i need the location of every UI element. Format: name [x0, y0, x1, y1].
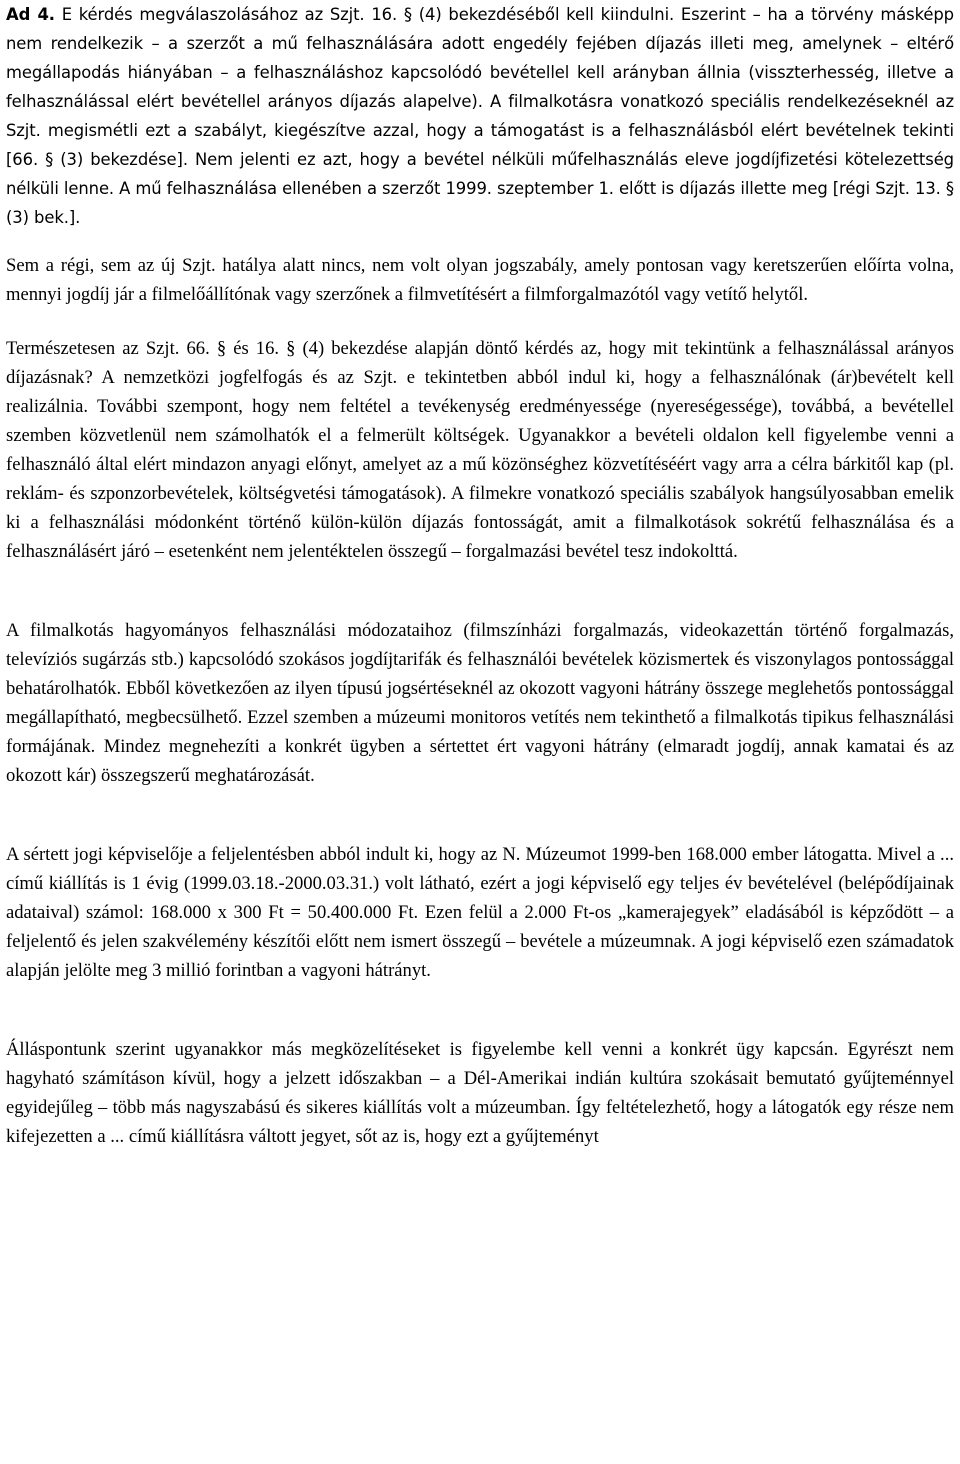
paragraph-calculation: A sértett jogi képviselője a feljelentésben abból indult ki, hogy az N. Múzeumot 1999-ben 168.000 ember látogatta. Mivel a ... című kiállítás is 1 évig (1999.03.18.-2000.03.31.) volt látható, ezért a jogi képviselő egy teljes év bevételével (belépődíjainak adataival) számol: 168.000 x 300 Ft = 50.400.000 Ft. Ezen felül a 2.000 Ft-os „kamerajegyek” eladásából is képződött – a feljelentő és jelen szakvélemény készítői előtt nem ismert összegű – bevétele a múzeumnak. A jogi képviselő ezen számadatok alapján jelölte meg 3 millió forintban a vagyoni hátrányt. [6, 844, 954, 981]
paragraph-spacer [6, 309, 954, 334]
paragraph-spacer [6, 566, 954, 616]
paragraph-ad4 [6, 0, 954, 232]
paragraph-spacer [6, 232, 954, 251]
paragraph-spacer [6, 985, 954, 1035]
paragraph-heading: Ad 4. [6, 5, 55, 24]
paragraph-usage-modes: A filmalkotás hagyományos felhasználási módozataihoz (filmszínházi forgalmazás, videokazettán történő forgalmazás, televíziós sugárzás stb.) kapcsolódó szokásos jogdíjtarifák és felhasználói bevételek közismertek és viszonylagos pontossággal behatárolhatók. Ebből következően az ilyen típusú jogsértéseknél az okozott vagyoni hátrány összege meglehetős pontossággal megállapítható, megbecsülhető. Ezzel szemben a múzeumi monitoros vetítés nem tekinthető a filmalkotás tipikus felhasználási formájának. Mindez megnehezíti a konkrét ügyben a sértettet ért vagyoni hátrány (elmaradt jogdíj, annak kamatai és az okozott kár) összegszerű meghatározását. [6, 620, 954, 786]
paragraph-proportional-fee: Természetesen az Szjt. 66. § és 16. § (4) bekezdése alapján döntő kérdés az, hogy mit tekintünk a felhasználással arányos díjazásnak? A nemzetközi jogfelfogás és az Szjt. e tekintetben abból indul ki, hogy a felhasználónak (ár)bevételt kell realizálnia. További szempont, hogy nem feltétel a tevékenység eredményessége (nyereségessége), továbbá, a bevétellel szemben közvetlenül nem számolhatók el a felmerült költségek. Ugyanakkor a bevételi oldalon kell figyelembe venni a felhasználó által elért mindazon anyagi előnyt, amelyet az a mű közönséghez közvetítéséért vagy arra a célra bárkitől kap (pl. reklám- és szponzorbevételek, költségvetési támogatások). A filmekre vonatkozó speciális szabályok hangsúlyosabban emelik ki a felhasználási módonként történő külön-külön díjazás fontosságát, amit a filmalkotások sokrétű felhasználása és a felhasználásért járó – esetenként nem jelentéktelen összegű – forgalmazási bevétel tesz indokolttá. [6, 338, 954, 562]
paragraph-legal-basis: Sem a régi, sem az új Szjt. hatálya alatt nincs, nem volt olyan jogszabály, amely pontosan vagy keretszerűen előírta volna, mennyi jogdíj jár a filmelőállítónak vagy szerzőnek a filmvetítésért a filmforgalmazótól vagy vetítő helytől. [6, 255, 954, 305]
paragraph-ad4-text: E kérdés megválaszolásához az Szjt. 16. § (4) bekezdéséből kell kiindulni. Eszerint – ha a törvény másképp nem rendelkezik – a szerzőt a mű felhasználására adott engedély fejében díjazás illeti meg, amelynek – eltérő megállapodás hiányában – a felhasználáshoz kapcsolódó bevétellel kell arányban állnia (visszterhesség, illetve a felhasználással elért bevétellel arányos díjazás alapelve). A filmalkotásra vonatkozó speciális rendelkezéseknél az Szjt. megismétli ezt a szabályt, kiegészítve azzal, hogy a támogatást is a felhasználásból elért bevételnek tekinti [66. § (3) bekezdése]. Nem jelenti ez azt, hogy a bevétel nélküli műfelhasználás eleve jogdíjfizetési kötelezettség nélküli lenne. A mű felhasználása ellenében a szerzőt 1999. szeptember 1. előtt is díjazás illette meg [régi Szjt. 13. § (3) bek.]. [6, 5, 954, 227]
paragraph-spacer [6, 790, 954, 840]
document-page [6, 0, 954, 1151]
paragraph-position: Álláspontunk szerint ugyanakkor más megközelítéseket is figyelembe kell venni a konkrét ügy kapcsán. Egyrészt nem hagyható számításon kívül, hogy a jelzett időszakban – a Dél-Amerikai indián kultúra szokásait bemutató gyűjteménnyel egyidejűleg – több más nagyszabású és sikeres kiállítás volt a múzeumban. Így feltételezhető, hogy a látogatók egy része nem kifejezetten a ... című kiállításra váltott jegyet, sőt az is, hogy ezt a gyűjteményt [6, 1039, 954, 1147]
